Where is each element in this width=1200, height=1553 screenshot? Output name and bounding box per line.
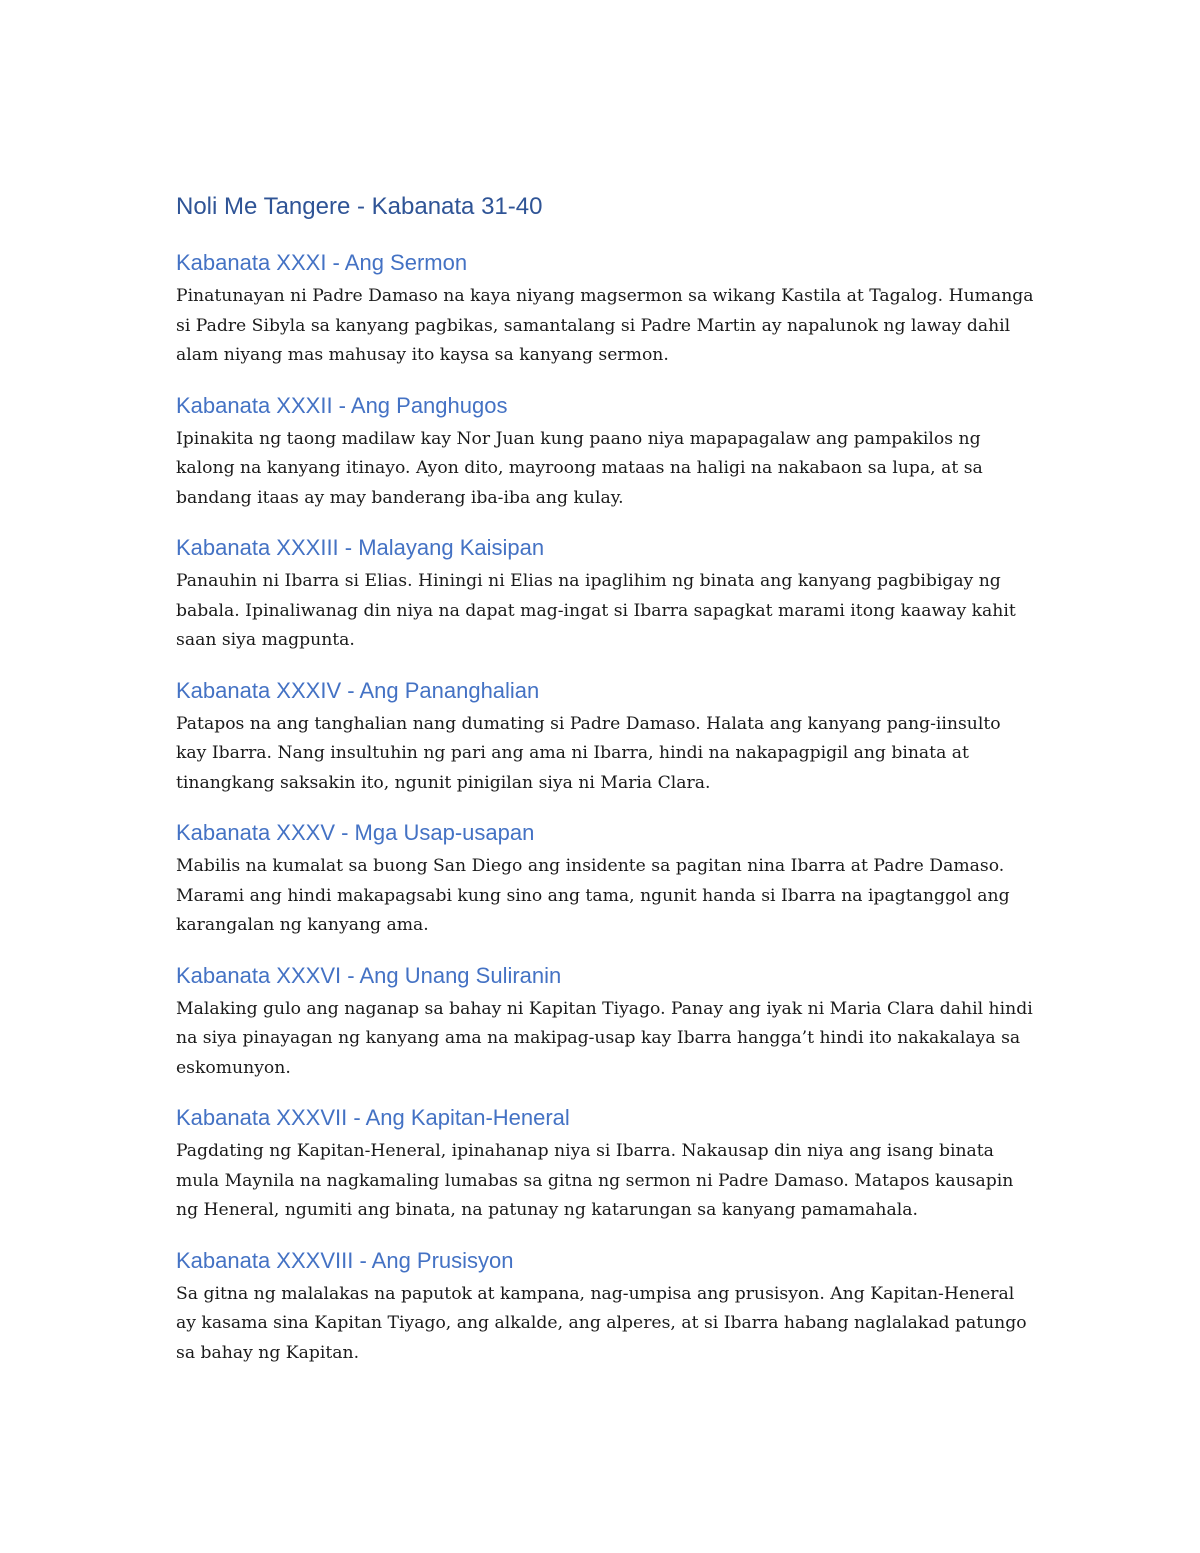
chapter-summary: Panauhin ni Ibarra si Elias. Hiningi ni Elias na ipaglihim ng binata ang kanyang pagbibigay ng babala. Ipinaliwanag din niya na dapat mag-ingat si Ibarra sapagkat marami itong kaaway kahit saan siya magpunta. (176, 571, 1016, 650)
chapter-heading: Kabanata XXXI - Ang Sermon (176, 250, 468, 275)
chapter-section (176, 959, 1036, 1084)
chapter-heading: Kabanata XXXIII - Malayang Kaisipan (176, 535, 545, 560)
chapter-section (176, 1244, 1036, 1369)
chapter-heading: Kabanata XXXVII - Ang Kapitan-Heneral (176, 1105, 570, 1130)
document-title: Noli Me Tangere - Kabanata 31-40 (176, 193, 543, 220)
chapter-section (176, 246, 1036, 371)
chapter-summary: Malaking gulo ang naganap sa bahay ni Kapitan Tiyago. Panay ang iyak ni Maria Clara dahil hindi na siya pinayagan ng kanyang ama na makipag-usap kay Ibarra hangga’t hindi ito nakakalaya sa eskomunyon. (176, 998, 1033, 1078)
chapter-section (176, 531, 1036, 656)
chapter-section (176, 816, 1036, 941)
chapter-section (176, 1101, 1036, 1226)
document-page (176, 190, 1036, 1386)
chapter-summary: Patapos na ang tanghalian nang dumating si Padre Damaso. Halata ang kanyang pang-iinsulto kay Ibarra. Nang insultuhin ng pari ang ama ni Ibarra, hindi na nakapagpigil ang binata at tinangkang saksakin ito, ngunit pinigilan siya ni Maria Clara. (176, 713, 1001, 793)
chapter-summary: Pinatunayan ni Padre Damaso na kaya niyang magsermon sa wikang Kastila at Tagalog. Humanga si Padre Sibyla sa kanyang pagbikas, samantalang si Padre Martin ay napalunok ng laway dahil alam niyang mas mahusay ito kaysa sa kanyang sermon. (176, 286, 1034, 365)
chapter-summary: Ipinakita ng taong madilaw kay Nor Juan kung paano niya mapapagalaw ang pampakilos ng kalong na kanyang itinayo. Ayon dito, mayroong mataas na haligi na nakabaon sa lupa, at sa bandang itaas ay may banderang iba-iba ang kulay. (176, 428, 983, 508)
chapter-heading: Kabanata XXXV - Mga Usap-usapan (176, 820, 535, 845)
chapter-summary: Pagdating ng Kapitan-Heneral, ipinahanap niya si Ibarra. Nakausap din niya ang isang binata mula Maynila na nagkamaling lumabas sa gitna ng sermon ni Padre Damaso. Matapos kausapin ng Heneral, ngumiti ang binata, na patunay ng katarungan sa kanyang pamamahala. (176, 1141, 1014, 1220)
chapter-summary: Mabilis na kumalat sa buong San Diego ang insidente sa pagitan nina Ibarra at Padre Damaso. Marami ang hindi makapagsabi kung sino ang tama, ngunit handa si Ibarra na ipagtanggol ang karangalan ng kanyang ama. (176, 856, 1010, 935)
chapter-heading: Kabanata XXXVIII - Ang Prusisyon (176, 1247, 514, 1273)
chapter-section (176, 674, 1036, 799)
chapter-heading: Kabanata XXXII - Ang Panghugos (176, 392, 508, 418)
chapter-heading: Kabanata XXXIV - Ang Pananghalian (176, 677, 540, 703)
chapter-heading: Kabanata XXXVI - Ang Unang Suliranin (176, 962, 562, 988)
chapter-summary: Sa gitna ng malalakas na paputok at kampana, nag-umpisa ang prusisyon. Ang Kapitan-Heneral ay kasama sina Kapitan Tiyago, ang alkalde, ang alperes, at si Ibarra habang naglalakad patungo sa bahay ng Kapitan. (176, 1283, 1027, 1363)
chapter-section (176, 389, 1036, 514)
